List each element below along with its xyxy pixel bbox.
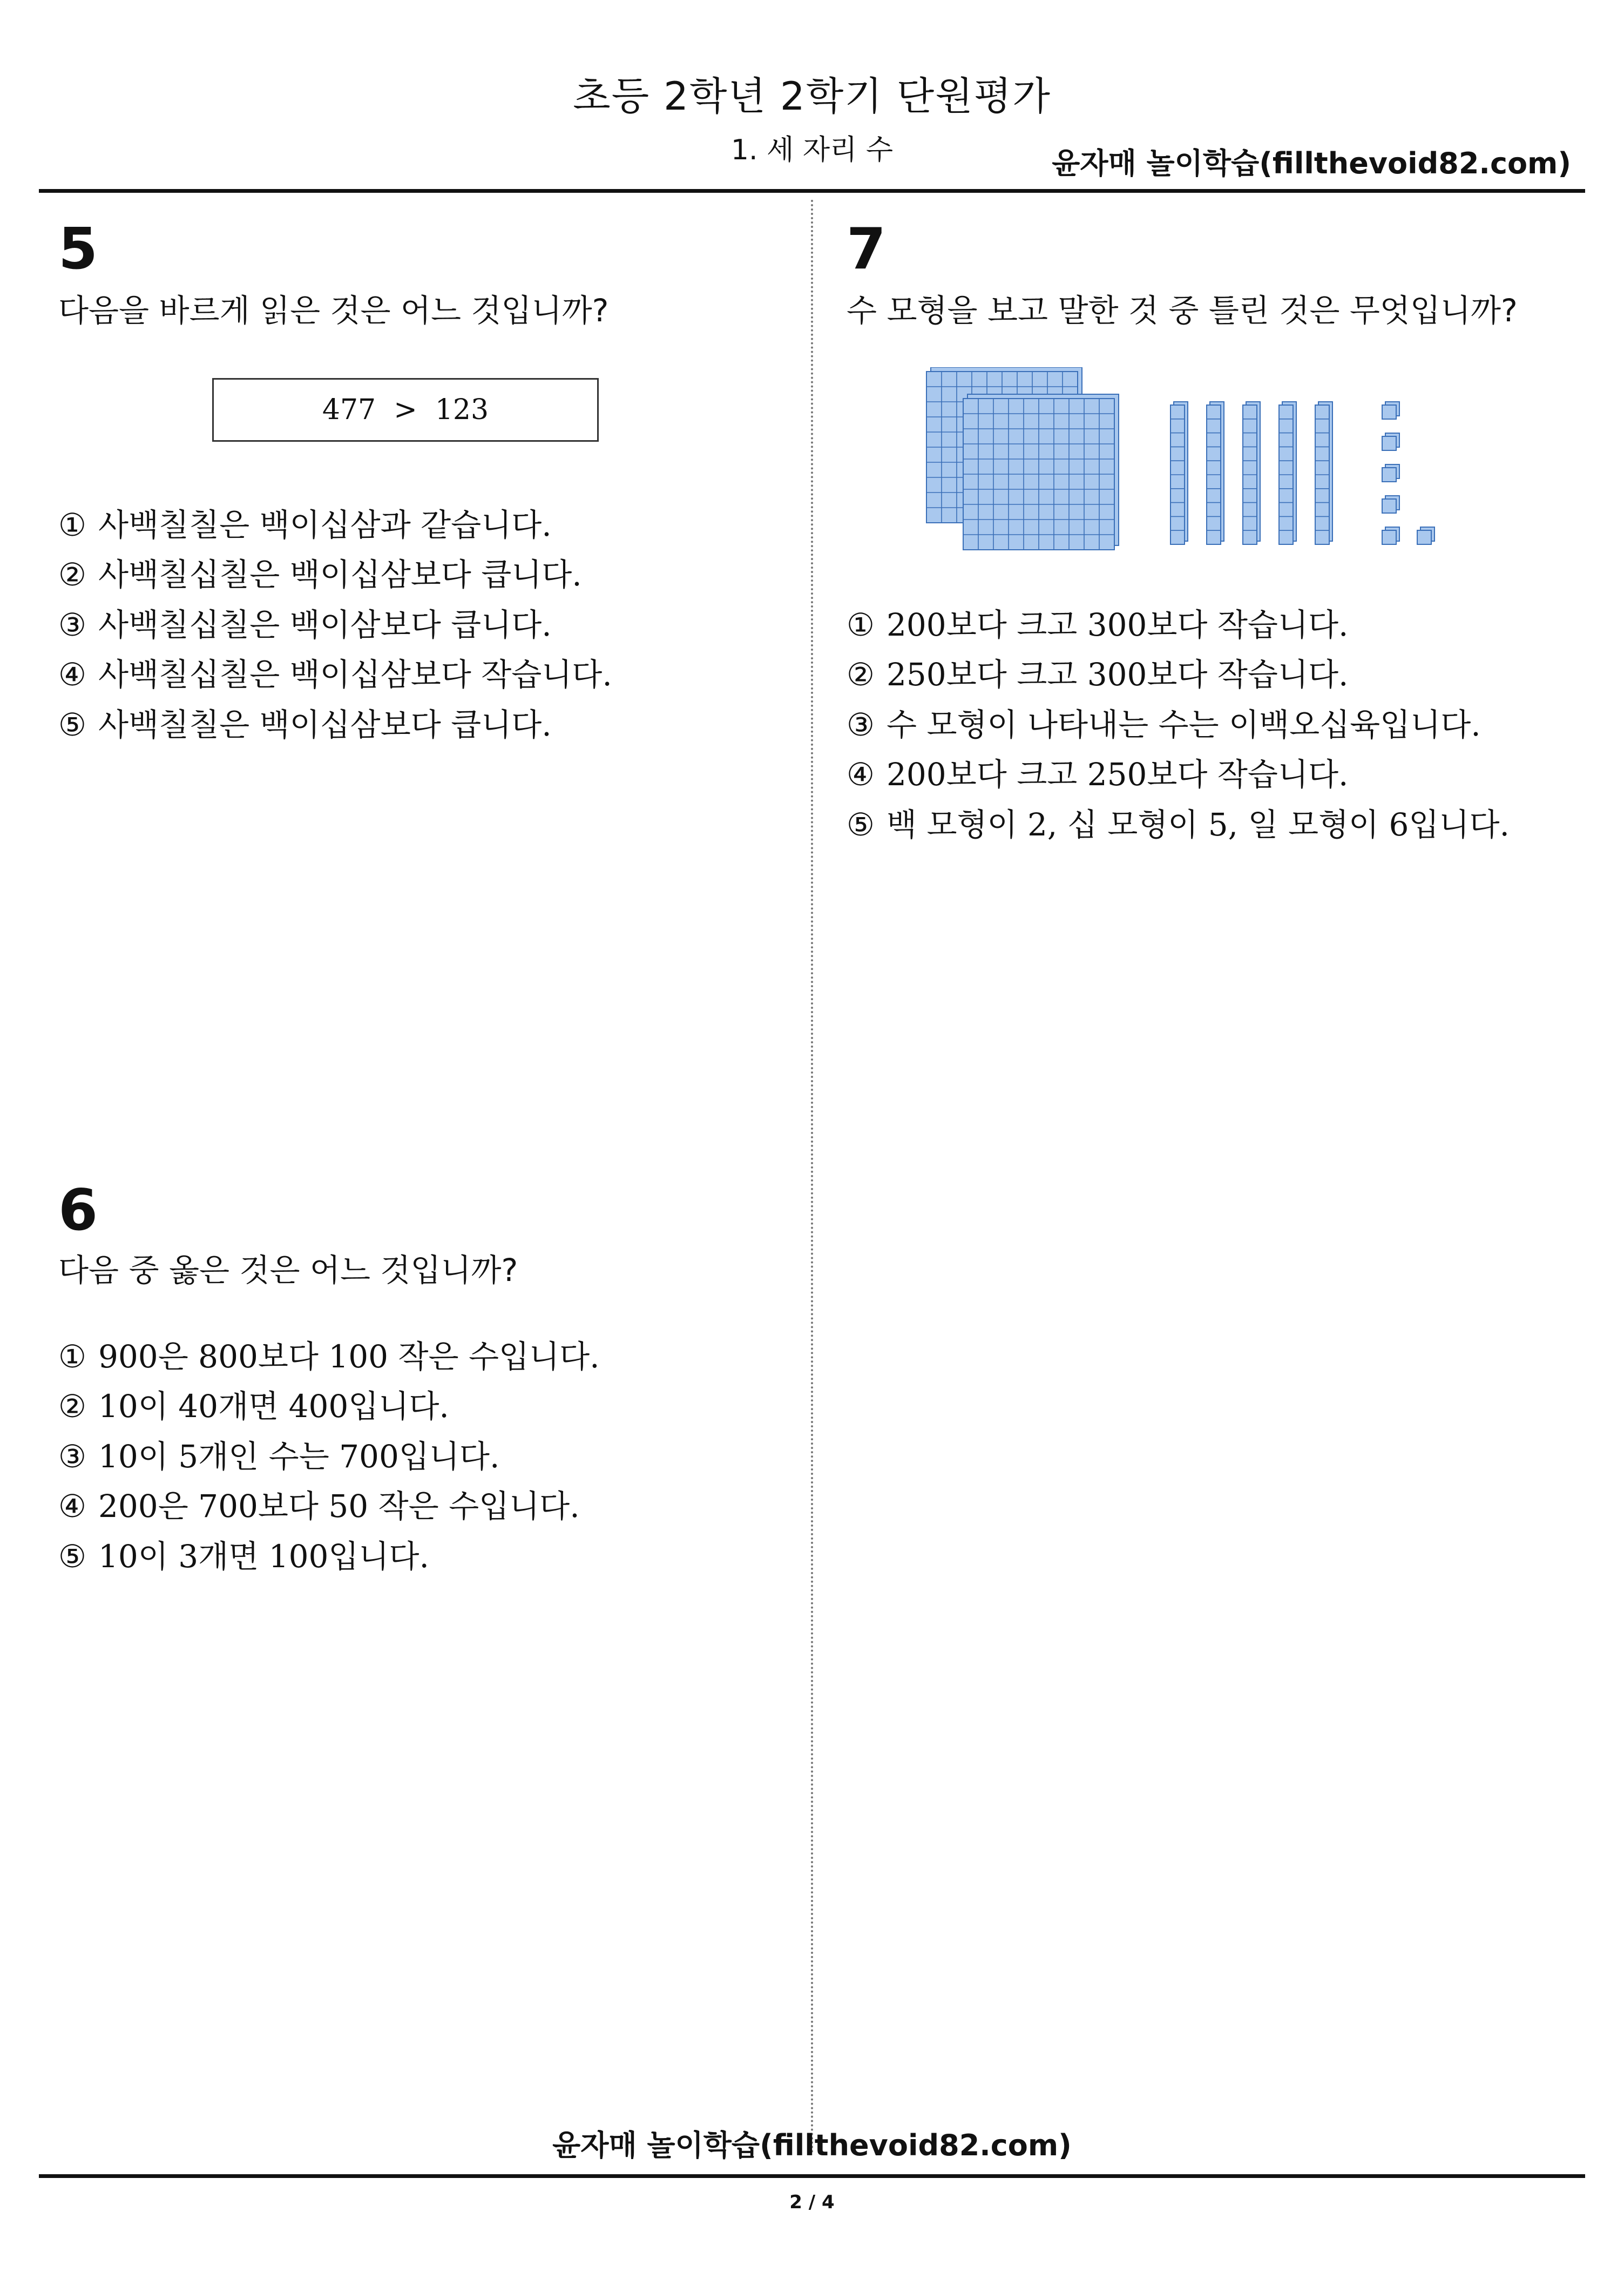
tens-blocks: [1170, 402, 1332, 544]
ten-rod: [1243, 402, 1260, 544]
q6-option-4[interactable]: [58, 1481, 580, 1526]
option-mark: ⑤: [847, 806, 875, 843]
column-divider: [811, 200, 813, 2155]
unit-subtitle: 1. 세 자리 수: [730, 134, 894, 166]
option-text: 사백칠칠은 백이십삼보다 큽니다.: [98, 706, 552, 743]
q5-option-5[interactable]: [58, 699, 552, 745]
option-mark: ③: [58, 606, 86, 643]
option-text: 사백칠칠은 백이십삼과 같습니다.: [98, 507, 552, 543]
q7-option-1[interactable]: [847, 599, 1348, 645]
option-mark: ①: [58, 507, 86, 543]
base-ten-blocks: [923, 367, 1463, 551]
option-mark: ⑤: [58, 706, 86, 743]
footer-rule: [39, 2174, 1585, 2178]
option-text: 수 모형이 나타내는 수는 이백오십육입니다.: [887, 706, 1481, 743]
page-number: 2 / 4: [789, 2191, 835, 2213]
option-text: 백 모형이 2, 십 모형이 5, 일 모형이 6입니다.: [887, 806, 1510, 843]
option-text: 200보다 크고 300보다 작습니다.: [887, 606, 1349, 643]
question-6-number: 6: [58, 1177, 98, 1243]
comparison-box: [212, 378, 599, 442]
ten-rod: [1170, 402, 1188, 544]
option-mark: ①: [58, 1338, 86, 1375]
question-7-number: 7: [847, 216, 887, 282]
option-text: 10이 3개면 100입니다.: [98, 1538, 429, 1575]
q5-option-2[interactable]: [58, 549, 582, 595]
q5-option-1[interactable]: [58, 500, 552, 545]
q7-option-2[interactable]: [847, 649, 1348, 694]
option-text: 200은 700보다 50 작은 수입니다.: [98, 1488, 580, 1525]
q6-option-5[interactable]: [58, 1531, 429, 1576]
option-mark: ④: [847, 756, 875, 793]
option-text: 250보다 크고 300보다 작습니다.: [887, 656, 1349, 693]
header-rule: [39, 189, 1585, 193]
one-cube: [1382, 433, 1399, 450]
page-title: 초등 2학년 2학기 단원평가: [573, 73, 1051, 119]
one-cube: [1382, 464, 1399, 482]
brand-footer: 윤자매 놀이학습(fillthevoid82.com): [552, 2128, 1072, 2162]
q7-option-5[interactable]: [847, 799, 1510, 845]
option-text: 사백칠십칠은 백이삼보다 큽니다.: [98, 606, 552, 643]
option-mark: ④: [58, 656, 86, 693]
option-mark: ③: [58, 1438, 86, 1475]
option-text: 사백칠십칠은 백이십삼보다 큽니다.: [98, 556, 582, 593]
option-mark: ①: [847, 606, 875, 643]
q5-option-4[interactable]: [58, 649, 612, 694]
option-mark: ④: [58, 1488, 86, 1525]
one-cube: [1382, 527, 1399, 544]
option-text: 200보다 크고 250보다 작습니다.: [887, 756, 1349, 793]
q6-option-3[interactable]: [58, 1431, 499, 1476]
one-cube: [1382, 496, 1399, 513]
hundreds-blocks: [926, 367, 1119, 550]
ten-rod: [1279, 402, 1296, 544]
question-5-text: 다음을 바르게 읽은 것은 어느 것입니까?: [58, 292, 609, 329]
option-mark: ③: [847, 706, 875, 743]
option-mark: ⑤: [58, 1538, 86, 1575]
option-mark: ②: [58, 556, 86, 593]
option-mark: ②: [847, 656, 875, 693]
ones-blocks: [1382, 402, 1434, 544]
ten-rod: [1207, 402, 1224, 544]
question-6-text: 다음 중 옳은 것은 어느 것입니까?: [58, 1252, 518, 1289]
option-text: 900은 800보다 100 작은 수입니다.: [98, 1338, 600, 1375]
q7-option-3[interactable]: [847, 699, 1481, 745]
q5-option-3[interactable]: [58, 599, 552, 645]
brand-header: 윤자매 놀이학습(fillthevoid82.com): [1052, 146, 1571, 180]
one-cube: [1382, 402, 1399, 419]
one-cube: [1417, 527, 1434, 544]
comparison-expression: 477 > 123: [322, 394, 489, 426]
q6-option-2[interactable]: [58, 1381, 449, 1426]
option-text: 10이 40개면 400입니다.: [98, 1388, 449, 1425]
option-text: 10이 5개인 수는 700입니다.: [98, 1438, 500, 1475]
option-text: 사백칠십칠은 백이십삼보다 작습니다.: [98, 656, 612, 693]
ten-rod: [1315, 402, 1332, 544]
option-mark: ②: [58, 1388, 86, 1425]
q6-option-1[interactable]: [58, 1331, 600, 1377]
question-7-text: 수 모형을 보고 말한 것 중 틀린 것은 무엇입니까?: [847, 292, 1518, 329]
hundred-flat: [963, 394, 1119, 550]
q7-option-4[interactable]: [847, 749, 1348, 794]
question-5-number: 5: [58, 216, 98, 282]
